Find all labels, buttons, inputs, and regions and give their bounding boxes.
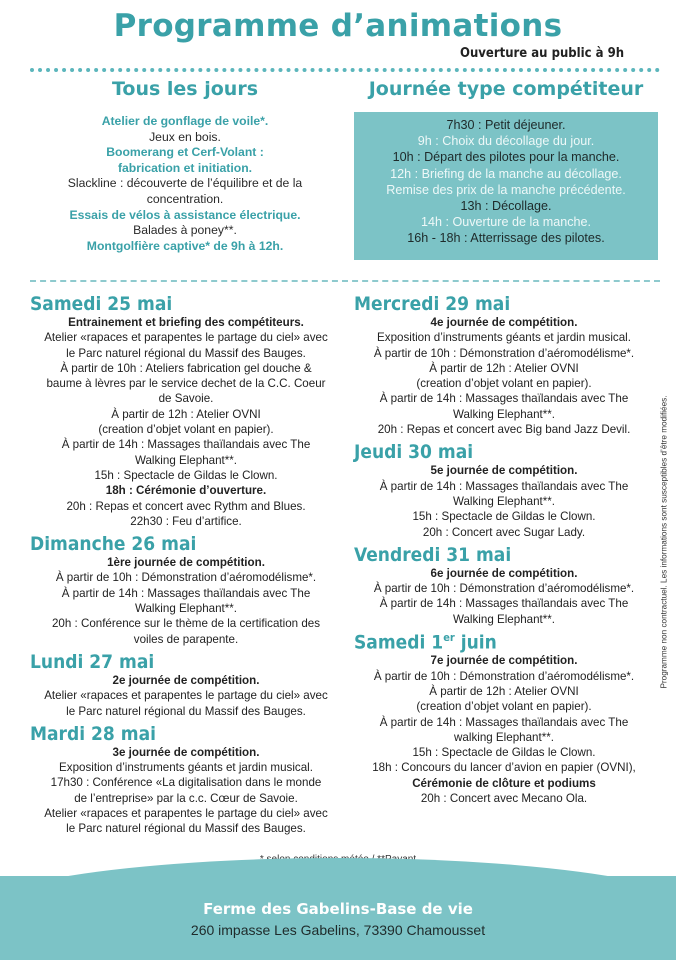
event-line: À partir de 12h : Atelier OVNI (429, 361, 579, 375)
event-line: À partir de 10h : Ateliers fabrication gel douche & (60, 361, 312, 375)
day-block (354, 544, 654, 627)
event-line: 4e journée de compétition. (430, 316, 578, 329)
event-line: 5e journée de compétition. (430, 464, 578, 478)
every-day-item: Atelier de gonflage de voile*. (101, 114, 269, 128)
schedule-item: 9h : Choix du décollage du jour. (417, 134, 595, 149)
event-line: À partir de 14h : Massages thaïlandais avec The (379, 392, 629, 406)
event-line: 22h30 : Feu d’artifice. (130, 514, 242, 528)
every-day-item: Slackline : découverte de l’équilibre et de la (67, 176, 303, 191)
every-day-item: concentration. (146, 191, 224, 206)
day-title: Mercredi 29 mai (354, 293, 511, 315)
disclaimer-text: Programme non contractuel. Les informations sont susceptibles d’être modifiées. (659, 395, 669, 689)
day-block (354, 293, 654, 437)
page-title: Programme d’animations (113, 8, 563, 44)
day-events (30, 555, 342, 647)
event-line: À partir de 10h : Démonstration d’aéromodélisme*. (373, 346, 635, 360)
opening-hours: Ouverture au public à 9h (460, 46, 625, 61)
day-events (30, 745, 342, 837)
day-title: Mardi 28 mai (30, 722, 156, 745)
every-day-item: Jeux en bois. (149, 129, 221, 144)
every-day-item: fabrication et initiation. (117, 160, 253, 175)
event-line: 15h : Spectacle de Gildas le Clown. (412, 746, 596, 760)
event-line: À partir de 10h : Démonstration d’aéromodélisme*. (373, 582, 635, 596)
event-line: 15h : Spectacle de Gildas le Clown. (412, 510, 596, 524)
day-events (354, 653, 654, 806)
event-line: 15h : Spectacle de Gildas le Clown. (94, 468, 278, 482)
event-line: 2e journée de compétition. (112, 673, 260, 687)
event-line: 18h : Concours du lancer d’avion en papier (OVNI), (372, 761, 636, 775)
day-title: Samedi 25 mai (30, 293, 173, 315)
event-line: 3e journée de compétition. (112, 745, 260, 759)
event-line: Walking Elephant**. (452, 612, 556, 626)
dashed-divider (30, 280, 660, 282)
event-line: 7e journée de compétition. (430, 654, 578, 668)
event-line: Cérémonie de clôture et podiums (412, 776, 596, 790)
day-events (30, 315, 342, 529)
event-line: À partir de 12h : Atelier OVNI (111, 407, 261, 421)
event-line: de Savoie. (158, 392, 214, 406)
competitor-day-box (354, 112, 658, 260)
competitor-day-list (354, 112, 658, 247)
schedule-item: 14h : Ouverture de la manche. (420, 215, 592, 230)
event-line: Atelier «rapaces et parapentes le partage du ciel» avec (44, 689, 328, 703)
schedule-item: 13h : Décollage. (460, 199, 552, 214)
day-block (30, 651, 342, 719)
venue-address: 260 impasse Les Gabelins, 73390 Chamousset (190, 922, 486, 938)
event-line: 18h : Cérémonie d’ouverture. (105, 484, 267, 498)
event-line: Atelier «rapaces et parapentes le partage du ciel» avec (44, 807, 328, 821)
dotted-divider (30, 68, 660, 72)
event-line: le Parc naturel régional du Massif des Bauges. (66, 346, 306, 360)
event-line: À partir de 14h : Massages thaïlandais avec The (379, 597, 629, 611)
event-line: 17h30 : Conférence «La digitalisation dans le monde (50, 776, 322, 790)
footer-band (0, 876, 676, 960)
every-day-list (30, 114, 340, 254)
every-day-heading: Tous les jours (111, 78, 259, 100)
event-line: (creation d’objet volant en papier). (416, 700, 592, 714)
day-events (354, 463, 654, 539)
day-title: Vendredi 31 mai (354, 543, 512, 566)
event-line: voiles de parapente. (133, 632, 239, 646)
day-events (30, 673, 342, 719)
event-line: Atelier «rapaces et parapentes le partage du ciel» avec (44, 331, 328, 345)
day-block (30, 723, 342, 837)
schedule-item: 10h : Départ des pilotes pour la manche. (392, 150, 620, 165)
day-block (354, 631, 654, 806)
event-line: (creation d’objet volant en papier). (416, 377, 592, 391)
disclaimer-note (654, 372, 674, 712)
event-line: 20h : Repas et concert avec Rythm and Blues. (66, 499, 306, 513)
day-title: Lundi 27 mai (30, 650, 155, 673)
day-block (354, 441, 654, 539)
event-line: de l’entreprise» par la c.c. Cœur de Savoie. (74, 791, 298, 805)
event-line: 20h : Conférence sur le thème de la certification des (51, 617, 321, 631)
event-line: Walking Elephant**. (452, 494, 556, 508)
schedule-item: 12h : Briefing de la manche au décollage. (390, 166, 622, 181)
event-line: Walking Elephant**. (134, 602, 238, 616)
event-line: À partir de 14h : Massages thaïlandais avec The (61, 586, 311, 600)
schedule-item: 7h30 : Petit déjeuner. (446, 118, 566, 132)
venue-name: Ferme des Gabelins-Base de vie (203, 900, 473, 918)
event-line: Walking Elephant**. (134, 453, 238, 467)
event-line: À partir de 10h : Démonstration d’aéromodélisme*. (373, 669, 635, 683)
every-day-item: Essais de vélos à assistance électrique. (69, 207, 301, 222)
day-block (30, 293, 342, 529)
day-block (30, 533, 342, 647)
day-title: Samedi 1er juin (354, 631, 497, 654)
event-line: le Parc naturel régional du Massif des Bauges. (66, 822, 306, 836)
event-line: walking Elephant**. (454, 730, 554, 744)
event-line: À partir de 14h : Massages thaïlandais avec The (379, 479, 629, 493)
event-line: 6e journée de compétition. (430, 566, 578, 580)
competitor-day-heading: Journée type compétiteur (368, 78, 644, 100)
day-events (354, 315, 654, 437)
day-title: Dimanche 26 mai (30, 533, 197, 556)
event-line: 1ère journée de compétition. (107, 556, 265, 570)
event-line: À partir de 12h : Atelier OVNI (429, 684, 579, 698)
event-line: baume à lèvres par le service dechet de la C.C. Coeur (46, 377, 326, 391)
day-events (354, 566, 654, 627)
event-line: À partir de 14h : Massages thaïlandais avec The (379, 715, 629, 729)
schedule-item: 16h - 18h : Atterrissage des pilotes. (407, 231, 605, 246)
every-day-item: Montgolfière captive* de 9h à 12h. (86, 238, 284, 253)
event-line: À partir de 14h : Massages thaïlandais avec The (61, 438, 311, 452)
event-line: 20h : Concert avec Mecano Ola. (420, 792, 588, 806)
event-line: 20h : Repas et concert avec Big band Jazz Devil. (377, 423, 631, 437)
day-title: Jeudi 30 mai (354, 441, 474, 464)
event-line: Walking Elephant**. (452, 407, 556, 421)
event-line: Entrainement et briefing des compétiteurs. (68, 316, 304, 329)
event-line: le Parc naturel régional du Massif des Bauges. (66, 704, 306, 718)
schedule-item: Remise des prix de la manche précédente. (386, 182, 626, 197)
right-day-column (354, 293, 654, 810)
event-line: 20h : Concert avec Sugar Lady. (422, 525, 586, 539)
event-line: (creation d’objet volant en papier). (98, 423, 274, 437)
event-line: Exposition d’instruments géants et jardin musical. (377, 331, 631, 345)
left-day-column (30, 293, 342, 841)
every-day-item: Balades à poney**. (133, 223, 237, 238)
event-line: À partir de 10h : Démonstration d’aéromodélisme*. (55, 571, 317, 585)
event-line: Exposition d’instruments géants et jardin musical. (59, 761, 313, 775)
every-day-item: Boomerang et Cerf-Volant : (106, 145, 264, 160)
